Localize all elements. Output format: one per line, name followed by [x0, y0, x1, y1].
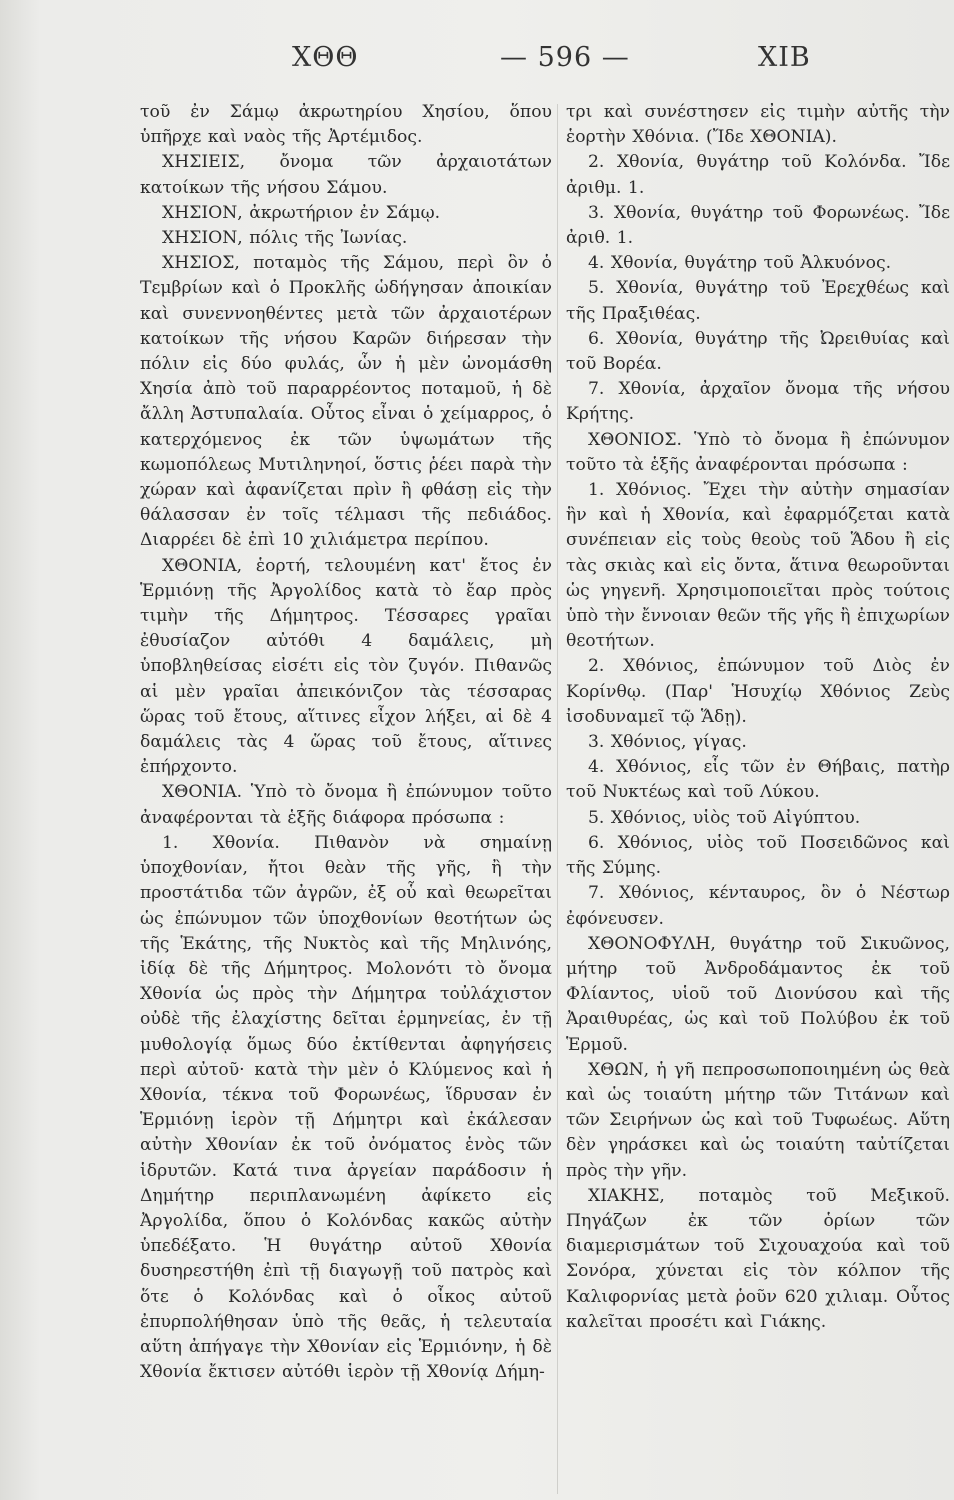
entry-paragraph: ΧΙΑΚΗΣ, ποταμὸς τοῦ Μεξικοῦ. Πηγάζων ἐκ τῶν ὁρίων τῶν διαμερισμάτων τοῦ Σιχουαχούα καὶ τοῦ Σονόρα, χύνεται εἰς τὸν κόλπον τῆς Καλιφορνίας μετὰ ῥοῦν 620 χιλιαμ. Οὗτος καλεῖται προσέτι καὶ Γιάκης. [566, 1185, 950, 1332]
right-column [566, 100, 950, 1492]
entry-paragraph: ΧΘΟΝΙΟΣ. Ὑπὸ τὸ ὄνομα ἢ ἐπώνυμον τοῦτο τὰ ἑξῆς ἀναφέρονται πρόσωπα : [566, 429, 950, 475]
entry-paragraph: ΧΗΣΙΟΝ, ἀκρωτήριον ἐν Σάμῳ. [162, 202, 441, 223]
entry-paragraph: 2. Χθόνιος, ἐπώνυμον τοῦ Διὸς ἐν Κορίνθῳ. (Παρ' Ἡσυχίῳ Χθόνιος Ζεὺς ἰσοδυναμεῖ τῷ Ἅδῃ). [566, 656, 950, 727]
column-divider [557, 104, 558, 1494]
entry-paragraph: 5. Χθόνιος, υἱὸς τοῦ Αἰγύπτου. [588, 807, 861, 828]
entry-paragraph: τρι καὶ συνέστησεν εἰς τιμὴν αὐτῆς τὴν ἑορτὴν Χθόνια. (Ἴδε ΧΘΟΝΙΑ). [566, 102, 950, 148]
entry-paragraph: 1. Χθόνιος. Ἔχει τὴν αὐτὴν σημασίαν ἣν καὶ ἡ Χθονία, καὶ ἐφαρμόζεται κατὰ συνέπειαν εἰς τοὺς θεοὺς τοῦ Ἅδου ἢ εἰς τὰς σκιὰς καὶ εἰς ὄντα, ἅτινα θεωροῦνται ὡς γηγενῆ. Χρησιμοποιεῖται πρὸς τούτοις ὑπὸ τὴν ἔννοιαν θεῶν τῆς γῆς ἢ ἐπιχωρίων θεοτήτων. [566, 480, 950, 652]
entry-paragraph: 4. Χθονία, θυγάτηρ τοῦ Ἀλκυόνος. [588, 253, 892, 274]
entry-paragraph: ΧΘΟΝΙΑ. Ὑπὸ τὸ ὄνομα ἢ ἐπώνυμον τοῦτο ἀναφέρονται τὰ ἑξῆς διάφορα πρόσωπα : [140, 782, 552, 828]
entry-paragraph: ΧΗΣΙΕΙΣ, ὄνομα τῶν ἀρχαιοτάτων κατοίκων τῆς νήσου Σάμου. [140, 152, 552, 198]
header-left-keyword: ΧΘΘ [292, 42, 359, 73]
entry-paragraph: 3. Χθονία, θυγάτηρ τοῦ Φορωνέως. Ἴδε ἀριθ. 1. [566, 202, 950, 249]
entry-paragraph: 6. Χθόνιος, υἱὸς τοῦ Ποσειδῶνος καὶ τῆς Σύμης. [566, 832, 950, 879]
entry-paragraph: 4. Χθόνιος, εἷς τῶν ἐν Θήβαις, πατὴρ τοῦ Νυκτέως καὶ τοῦ Λύκου. [566, 757, 950, 803]
page-header [0, 42, 954, 82]
entry-paragraph: 1. Χθονία. Πιθανὸν νὰ σημαίνῃ ὑποχθονίαν, ἤτοι θεὰν τῆς γῆς, ἢ τὴν προστάτιδα τῶν ἀγρῶν, ἐξ οὗ καὶ θεωρεῖται ὡς ἐπώνυμον τῶν ὑποχθονίων θεοτήτων ὡς τῆς Ἑκάτης, τῆς Νυκτὸς καὶ τῆς Μηλινόης, ἰδίᾳ δὲ τῆς Δήμητρος. Μολονότι τὸ ὄνομα Χθονία ὡς πρὸς τὴν Δήμητρα τοὐλάχιστον οὐδὲ τῆς ἐλαχίστης δεῖται ἑρμηνείας, ἐν τῇ μυθολογίᾳ ὅμως δύο ἐκτίθενται ἀφηγήσεις περὶ αὐτοῦ· κατὰ τὴν μὲν ὁ Κλύμενος καὶ ἡ Χθονία, τέκνα τοῦ Φορωνέως, ἵδρυσαν ἐν Ἑρμιόνῃ ἱερὸν τῇ Δήμητρι καὶ ἐκάλεσαν αὐτὴν Χθονίαν ἐκ τοῦ ὀνόματος ἑνὸς τῶν ἱδρυτῶν. Κατά τινα ἀργείαν παράδοσιν ἡ Δημήτηρ περιπλανωμένη ἀφίκετο εἰς Ἀργολίδα, ὅπου ὁ Κολόνδας κακῶς αὐτὴν ὑπεδέξατο. Ἡ θυγάτηρ αὐτοῦ Χθονία δυσηρεστήθη ἐπὶ τῇ διαγωγῇ τοῦ πατρὸς καὶ ὅτε ὁ Κολόνδας καὶ ὁ οἶκος αὐτοῦ ἐπυρπολήθησαν ὑπὸ τῆς θεᾶς, ἡ τελευταία αὕτη ἀπήγαγε τὴν Χθονίαν εἰς Ἑρμιόνην, ἡ δὲ Χθονία ἔκτισεν αὐτόθι ἱερὸν τῇ Χθονίᾳ Δήμη- [140, 832, 552, 1383]
entry-paragraph: ΧΘΟΝΙΑ, ἑορτή, τελουμένη κατ' ἔτος ἐν Ἑρμιόνῃ τῆς Ἀργολίδος κατὰ τὸ ἔαρ πρὸς τιμὴν τῆς Δήμητρος. Τέσσαρες γραῖαι ἐθυσίαζον αὐτόθι 4 δαμάλεις, μὴ ὑποβληθείσας εἰσέτι εἰς τὸν ζυγόν. Πιθανῶς αἱ μὲν γραῖαι ἀπεικόνιζον τὰς τέσσαρας ὥρας τοῦ ἔτους, αἵτινες εἶχον λήξει, αἱ δὲ 4 δαμάλεις τὰς 4 ὥρας τοῦ ἔτους, αἵτινες ἐπήρχοντο. [140, 555, 552, 778]
header-right-keyword: ΧΙΒ [758, 42, 811, 73]
entry-paragraph: 2. Χθονία, θυγάτηρ τοῦ Κολόνδα. Ἴδε ἀριθμ. 1. [566, 152, 950, 198]
entry-paragraph: ΧΘΟΝΟΦΥΛΗ, θυγάτηρ τοῦ Σικυῶνος, μήτηρ τοῦ Ἀνδροδάμαντος ἐκ τοῦ Φλίαντος, υἱοῦ τοῦ Διονύσου καὶ τῆς Ἀραιθυρέας, ὡς καὶ τοῦ Πολύβου ἐκ τοῦ Ἑρμοῦ. [566, 933, 950, 1055]
entry-paragraph: ΧΗΣΙΟΝ, πόλις τῆς Ἰωνίας. [162, 228, 408, 249]
entry-paragraph: 7. Χθονία, ἀρχαῖον ὄνομα τῆς νήσου Κρήτης. [566, 379, 950, 425]
entry-paragraph: 5. Χθονία, θυγάτηρ τοῦ Ἐρεχθέως καὶ τῆς Πραξιθέας. [566, 278, 950, 324]
entry-paragraph: 3. Χθόνιος, γίγας. [588, 732, 747, 753]
entry-paragraph: 7. Χθόνιος, κένταυρος, ὃν ὁ Νέστωρ ἐφόνευσεν. [566, 883, 950, 929]
entry-paragraph: 6. Χθονία, θυγάτηρ τῆς Ὠρειθυίας καὶ τοῦ Βορέα. [566, 328, 950, 375]
page-number: — 596 — [500, 42, 630, 73]
entry-paragraph: ΧΘΩΝ, ἡ γῆ πεπροσωποποιημένη ὡς θεὰ καὶ ὡς τοιαύτη μήτηρ τῶν Τιτάνων καὶ τῶν Σειρήνων ὡς καὶ τοῦ Τυφωέως. Αὕτη δὲν γηράσκει καὶ ὡς τοιαύτη ταὐτίζεται πρὸς τὴν γῆν. [566, 1059, 950, 1181]
entry-paragraph: τοῦ ἐν Σάμῳ ἀκρωτηρίου Χησίου, ὅπου ὑπῆρχε καὶ ναὸς τῆς Ἀρτέμιδος. [140, 102, 552, 148]
entry-paragraph: ΧΗΣΙΟΣ, ποταμὸς τῆς Σάμου, περὶ ὃν ὁ Τεμβρίων καὶ ὁ Προκλῆς ὡδήγησαν ἀποικίαν καὶ συνεννοηθέντες μετὰ τῶν ἀρχαιοτέρων κατοίκων τῆς νήσου Καρῶν διήρεσαν τὴν πόλιν εἰς δύο φυλάς, ὧν ἡ μὲν ὠνομάσθη Χησία ἀπὸ τοῦ παραρρέοντος ποταμοῦ, ἡ δὲ ἄλλη Ἀστυπαλαία. Οὗτος εἶναι ὁ χείμαρρος, ὁ κατερχόμενος ἐκ τῶν ὑψωμάτων τῆς κωμοπόλεως Μυτιληνηοί, ὅστις ῥέει παρὰ τὴν χώραν καὶ ἀφανίζεται πρὶν ἢ φθάσῃ εἰς τὴν θάλασσαν ἐν τοῖς τέλμασι τῆς πεδιάδος. Διαρρέει δὲ ἐπὶ 10 χιλιάμετρα περίπου. [140, 253, 552, 551]
left-column [140, 100, 552, 1492]
